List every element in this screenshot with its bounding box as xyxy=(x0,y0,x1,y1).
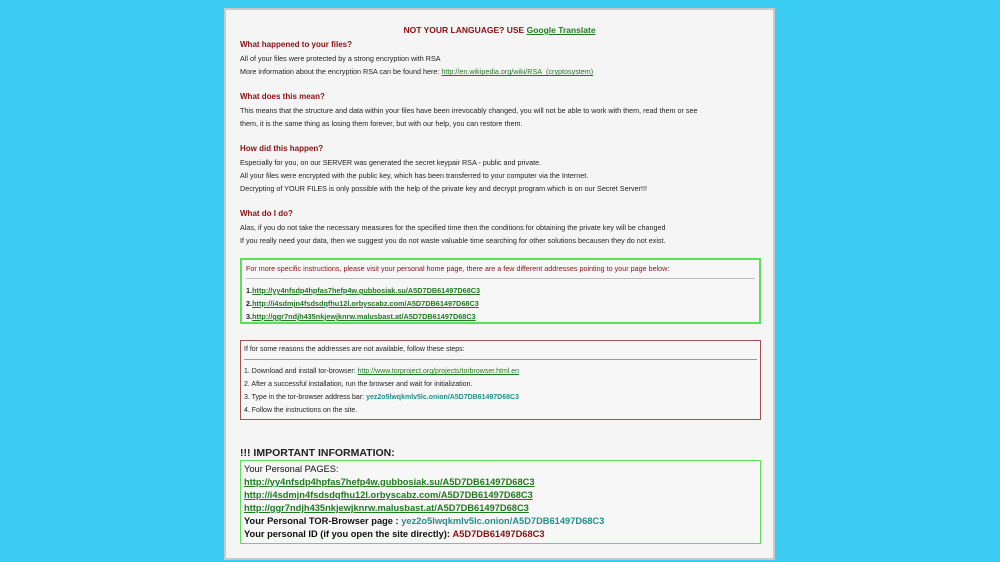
tor-step-1 xyxy=(244,368,519,375)
ransom-note-page xyxy=(224,8,775,560)
personal-id-value: A5D7DB61497D68C3 xyxy=(452,529,545,539)
what-happened-line1: All of your files were protected by a strong encryption with RSA xyxy=(240,54,441,63)
important-title: !!! IMPORTANT INFORMATION: xyxy=(240,447,395,459)
personal-id-label: Your personal ID (if you open the site directly): xyxy=(244,529,450,539)
instructions-link-3-url[interactable]: http://ggr7ndjh435nkjewjknrw.malusbast.at/A5D7DB61497D68C3 xyxy=(252,312,476,321)
instructions-link-1[interactable] xyxy=(246,286,480,295)
tor-steps-intro: If for some reasons the addresses are not available, follow these steps: xyxy=(244,346,465,353)
tor-page-row xyxy=(244,516,604,526)
instructions-link-1-url[interactable]: http://yy4nfsdp4hpfas7hefp4w.gubbosiak.su/A5D7DB61497D68C3 xyxy=(252,286,481,295)
tor-page-value: yez2o5lwqkmlv5lc.onion/A5D7DB61497D68C3 xyxy=(401,516,605,526)
instructions-divider xyxy=(246,278,755,279)
personal-page-link-2[interactable] xyxy=(244,490,533,500)
instructions-link-1-num: 1. xyxy=(246,286,253,295)
instructions-intro: For more specific instructions, please visit your personal home page, there are a few different addresses pointing to your page below: xyxy=(246,264,670,273)
personal-page-link-1-url[interactable]: http://yy4nfsdp4hpfas7hefp4w.gubbosiak.su/A5D7DB61497D68C3 xyxy=(244,477,535,487)
instructions-box xyxy=(240,258,761,324)
personal-page-link-3-url[interactable]: http://ggr7ndjh435nkjewjknrw.malusbast.at/A5D7DB61497D68C3 xyxy=(244,503,529,513)
instructions-link-2-num: 2. xyxy=(246,299,253,308)
tor-steps-box xyxy=(240,340,761,420)
what-happened-line2 xyxy=(240,67,593,76)
tor-step-3-onion: yez2o5lwqkmlv5lc.onion/A5D7DB61497D68C3 xyxy=(366,394,519,401)
what-means-line2: them, it is the same thing as losing them forever, but with our help, you can restore them. xyxy=(240,119,523,128)
personal-page-link-2-url[interactable]: http://i4sdmjn4fsdsdqfhu12l.orbyscabz.com/A5D7DB61497D68C3 xyxy=(244,490,533,500)
how-happen-line2: All your files were encrypted with the public key, which has been transferred to your computer via the Internet. xyxy=(240,171,589,180)
personal-pages-label: Your Personal PAGES: xyxy=(244,464,339,474)
tor-step-1-text: 1. Download and install tor-browser: xyxy=(244,368,356,375)
what-do-line2: If you really need your data, then we suggest you do not waste valuable time searching for other solutions becausen they do not exist. xyxy=(240,236,666,245)
language-header-text: NOT YOUR LANGUAGE? USE xyxy=(403,25,525,35)
instructions-link-3[interactable] xyxy=(246,312,476,321)
what-happened-line2-text: More information about the encryption RSA can be found here: xyxy=(240,67,440,76)
instructions-link-3-num: 3. xyxy=(246,312,253,321)
tor-step-3-text: 3. Type in the tor-browser address bar: xyxy=(244,394,365,401)
section-title-how-happen: How did this happen? xyxy=(240,144,324,153)
tor-page-label: Your Personal TOR-Browser page : xyxy=(244,516,399,526)
instructions-link-2-url[interactable]: http://i4sdmjn4fsdsdqfhu12l.orbyscabz.com/A5D7DB61497D68C3 xyxy=(252,299,479,308)
important-box xyxy=(240,460,761,544)
tor-steps-divider xyxy=(244,359,757,360)
google-translate-link[interactable]: Google Translate xyxy=(526,25,596,35)
tor-step-4: 4. Follow the instructions on the site. xyxy=(244,407,358,414)
personal-page-link-3[interactable] xyxy=(244,503,529,513)
how-happen-line1: Especially for you, on our SERVER was generated the secret keypair RSA - public and private. xyxy=(240,158,542,167)
language-header xyxy=(226,25,773,35)
section-title-what-do: What do I do? xyxy=(240,209,293,218)
tor-step-2: 2. After a successful installation, run the browser and wait for initialization. xyxy=(244,381,473,388)
torproject-link[interactable]: http://www.torproject.org/projects/torbrowser.html.en xyxy=(357,368,520,375)
section-title-what-happened: What happened to your files? xyxy=(240,40,353,49)
how-happen-line3: Decrypting of YOUR FILES is only possible with the help of the private key and decrypt program which is on our Secret Server!!! xyxy=(240,184,647,193)
rsa-wikipedia-link[interactable]: http://en.wikipedia.org/wiki/RSA_(cryptosystem) xyxy=(441,67,594,76)
personal-page-link-1[interactable] xyxy=(244,477,535,487)
instructions-link-2[interactable] xyxy=(246,299,479,308)
what-means-line1: This means that the structure and data within your files have been irrevocably changed, you will not be able to work with them, read them or see xyxy=(240,106,698,115)
what-do-line1: Alas, if you do not take the necessary measures for the specified time then the conditions for obtaining the private key will be changed xyxy=(240,223,666,232)
personal-id-row xyxy=(244,529,545,539)
tor-step-3 xyxy=(244,394,519,401)
section-title-what-means: What does this mean? xyxy=(240,92,325,101)
